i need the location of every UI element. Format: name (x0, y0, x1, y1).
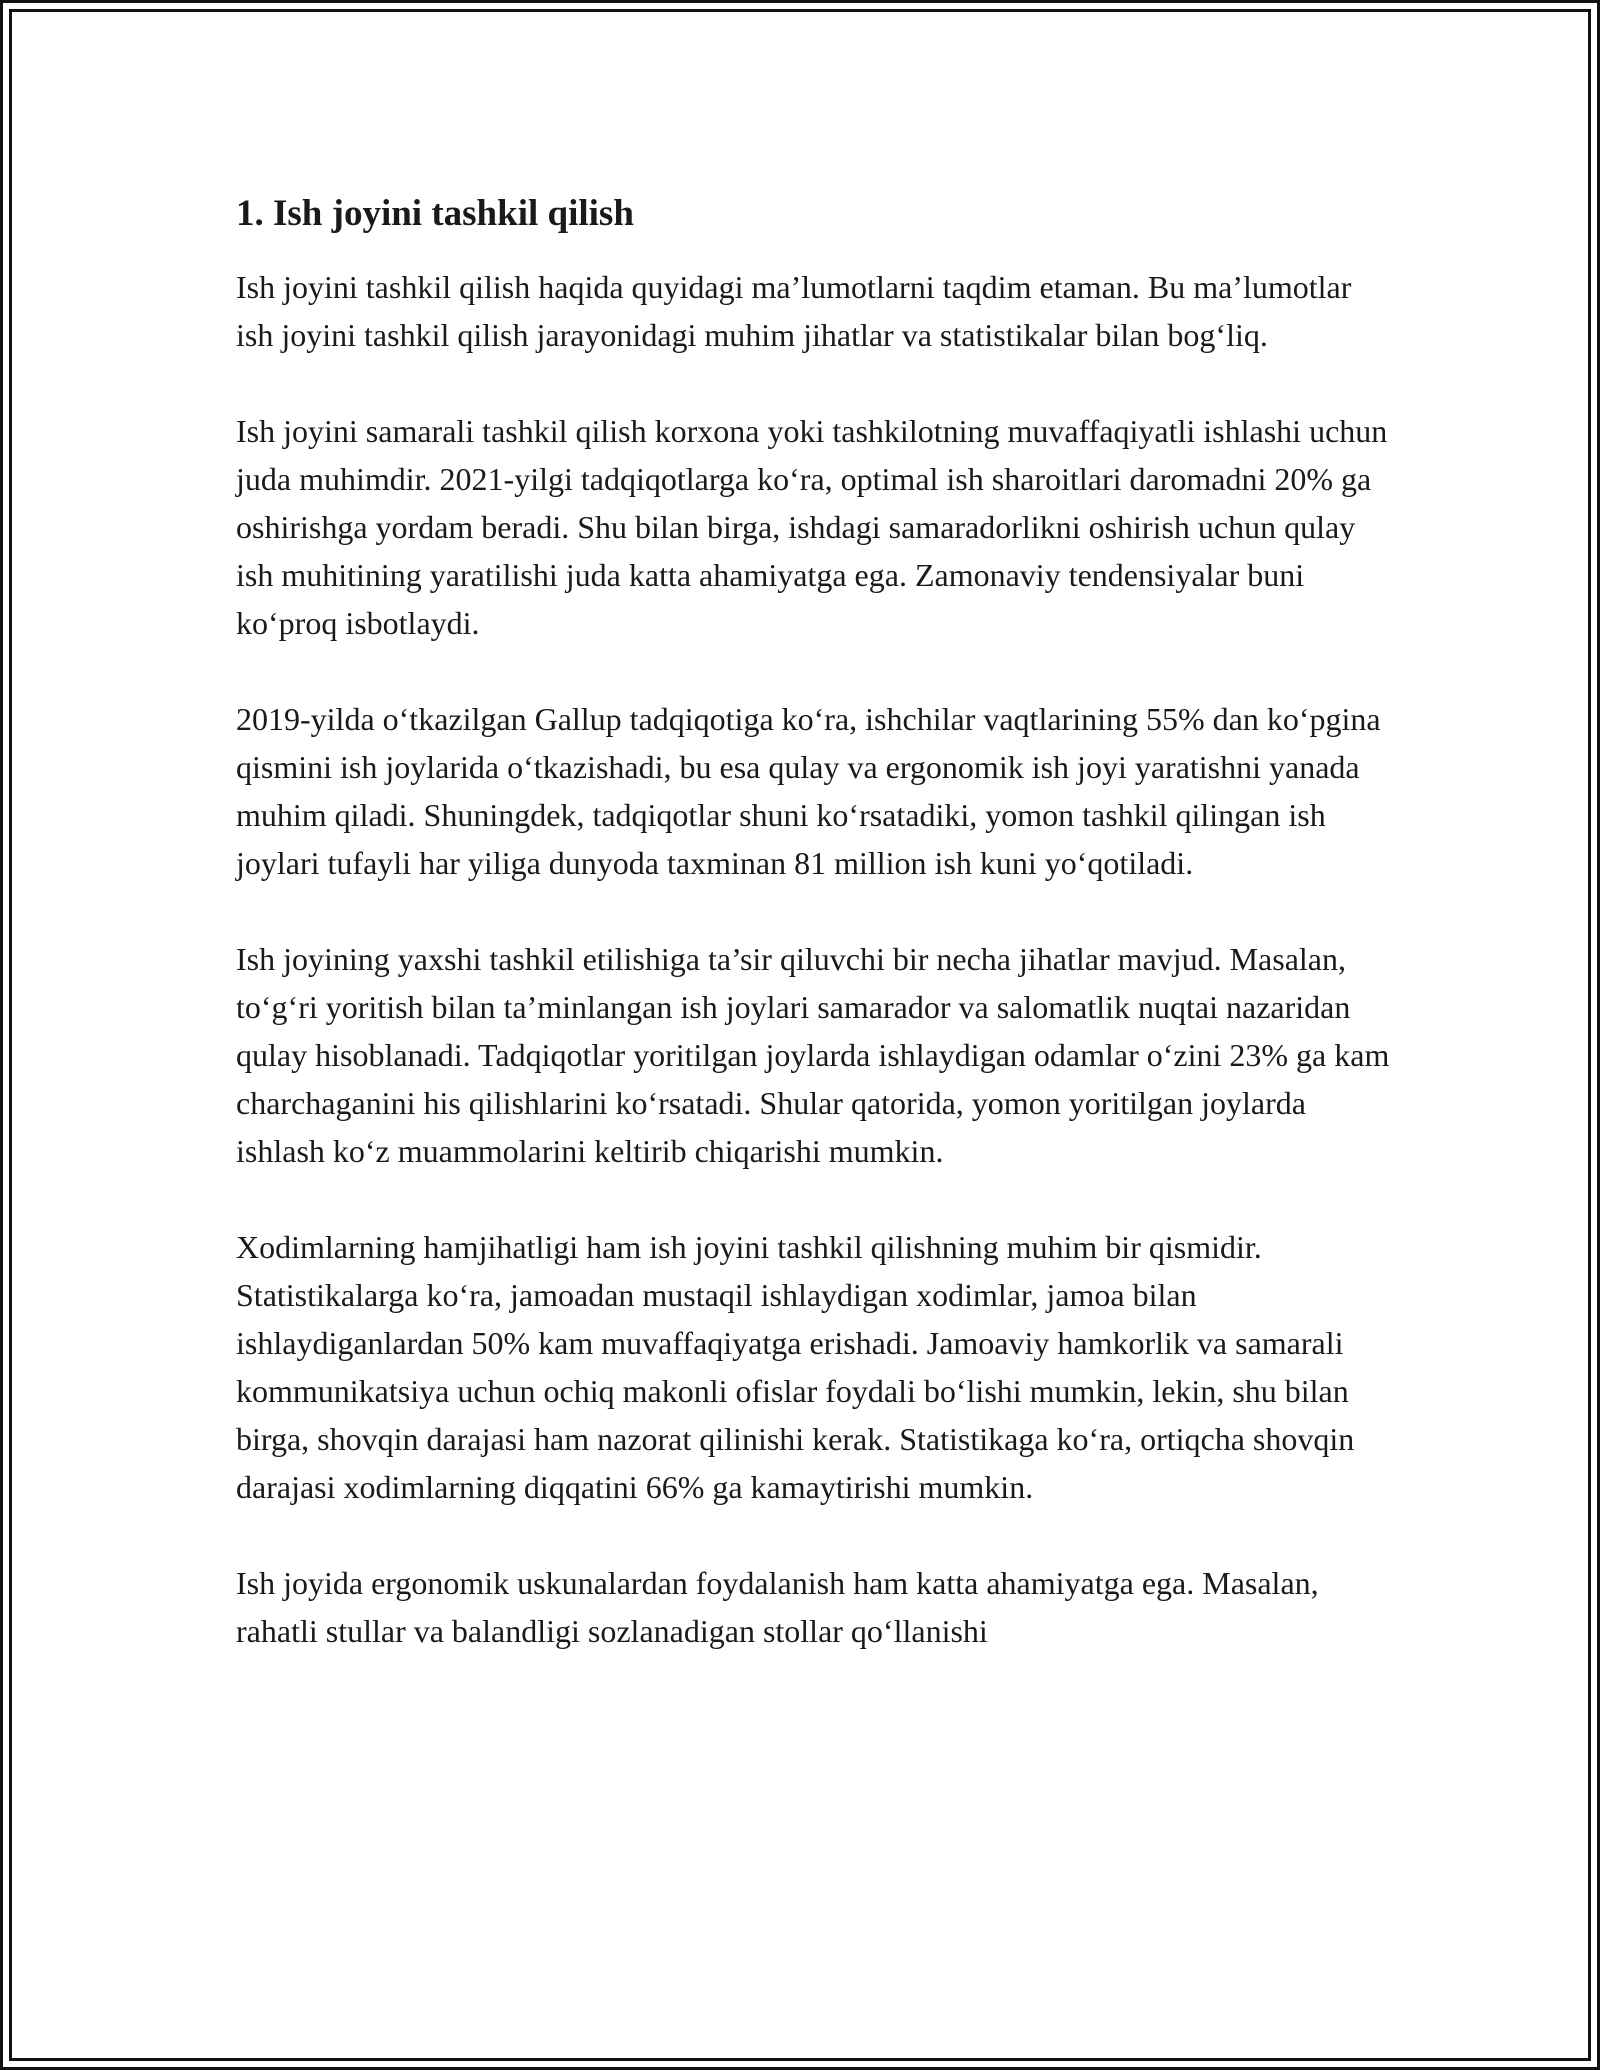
paragraph-intro: Ish joyini tashkil qilish haqida quyidagi ma’lumotlarni taqdim etaman. Bu ma’lumotlar ish joyini tashkil qilish jarayonidagi muhim jihatlar va statistikalar bilan bog‘liq. (236, 269, 1352, 353)
paragraph-teamwork: Xodimlarning hamjihatligi ham ish joyini tashkil qilishning muhim bir qismidir. Statistikalarga ko‘ra, jamoadan mustaqil ishlaydigan xodimlar, jamoa bilan ishlaydiganlardan 50% kam muvaffaqiyatga erishadi. Jamoaviy hamkorlik va samarali kommunikatsiya uchun ochiq makonli ofislar foydali bo‘lishi mumkin, lekin, shu bilan birga, shovqin darajasi ham nazorat qilinishi kerak. Statistikaga ko‘ra, ortiqcha shovqin darajasi xodimlarning diqqatini 66% ga kamaytirishi mumkin. (236, 1229, 1355, 1505)
paragraph-importance: Ish joyini samarali tashkil qilish korxona yoki tashkilotning muvaffaqiyatli ishlashi uchun juda muhimdir. 2021-yilgi tadqiqotlarga ko‘ra, optimal ish sharoitlari daromadni 20% ga oshirishga yordam beradi. Shu bilan birga, ishdagi samaradorlikni oshirish uchun qulay ish muhitining yaratilishi juda katta ahamiyatga ega. Zamonaviy tendensiyalar buni ko‘proq isbotlaydi. (236, 413, 1388, 641)
paragraph-ergonomics: Ish joyida ergonomik uskunalardan foydalanish ham katta ahamiyatga ega. Masalan, rahatli stullar va balandligi sozlanadigan stollar qo‘llanishi (236, 1565, 1319, 1649)
section-heading: 1. Ish joyini tashkil qilish (236, 193, 634, 234)
document-body (236, 186, 1396, 1703)
paragraph-lighting: Ish joyining yaxshi tashkil etilishiga ta’sir qiluvchi bir necha jihatlar mavjud. Masalan, to‘g‘ri yoritish bilan ta’minlangan ish joylari samarador va salomatlik nuqtai nazaridan qulay hisoblanadi. Tadqiqotlar yoritilgan joylarda ishlaydigan odamlar o‘zini 23% ga kam charchaganini his qilishlarini ko‘rsatadi. Shular qatorida, yomon yoritilgan joylarda ishlash ko‘z muammolarini keltirib chiqarishi mumkin. (236, 941, 1390, 1169)
paragraph-gallup: 2019-yilda o‘tkazilgan Gallup tadqiqotiga ko‘ra, ishchilar vaqtlarining 55% dan ko‘pgina qismini ish joylarida o‘tkazishadi, bu esa qulay va ergonomik ish joyi yaratishni yanada muhim qiladi. Shuningdek, tadqiqotlar shuni ko‘rsatadiki, yomon tashkil qilingan ish joylari tufayli har yiliga dunyoda taxminan 81 million ish kuni yo‘qotiladi. (236, 701, 1381, 881)
